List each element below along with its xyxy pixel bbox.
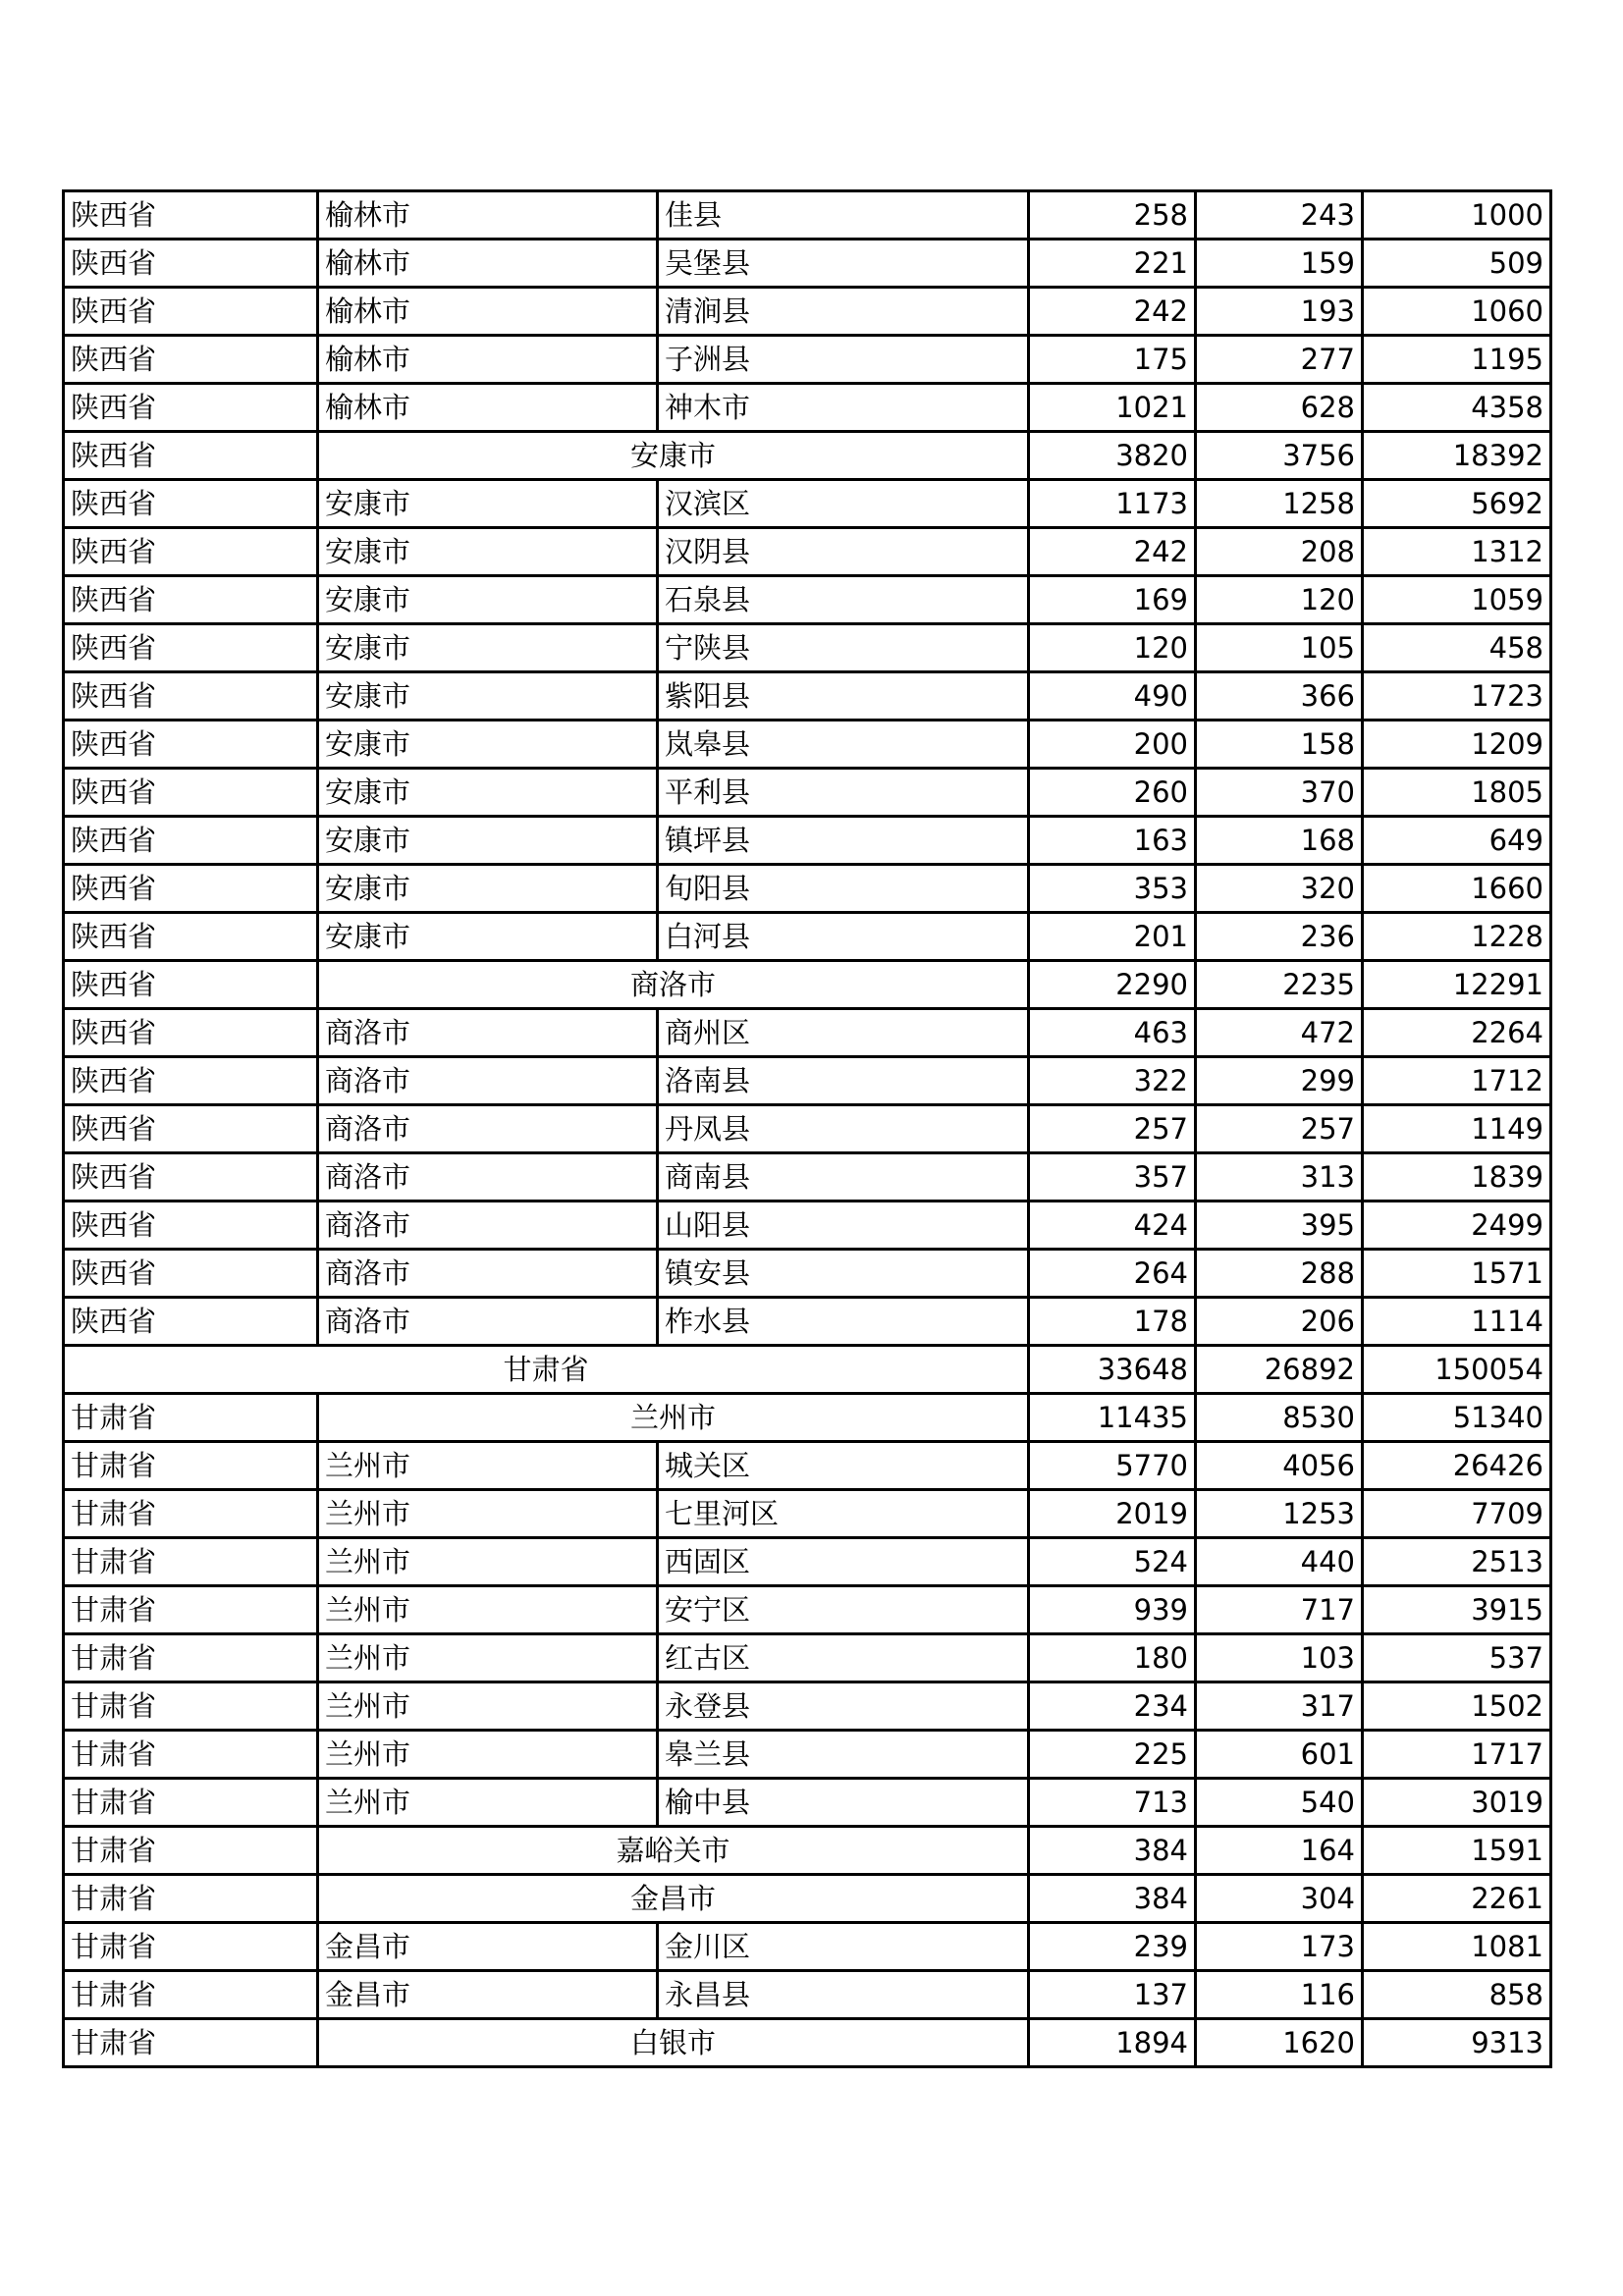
province-cell: 甘肃省 <box>64 1779 318 1827</box>
province-cell: 甘肃省 <box>64 1971 318 2019</box>
city-cell: 榆林市 <box>318 384 658 432</box>
value-cell-2: 1258 <box>1196 480 1363 528</box>
province-cell: 陕西省 <box>64 1250 318 1298</box>
value-cell-1: 1894 <box>1029 2019 1196 2067</box>
value-cell-2: 299 <box>1196 1057 1363 1105</box>
table-row <box>64 288 1551 336</box>
value-cell-3: 1000 <box>1363 191 1551 240</box>
county-cell: 永登县 <box>658 1682 1029 1731</box>
value-cell-1: 200 <box>1029 721 1196 769</box>
value-cell-1: 239 <box>1029 1923 1196 1971</box>
value-cell-1: 5770 <box>1029 1442 1196 1490</box>
value-cell-3: 2264 <box>1363 1009 1551 1057</box>
value-cell-3: 1502 <box>1363 1682 1551 1731</box>
province-cell: 陕西省 <box>64 240 318 288</box>
table-row <box>64 480 1551 528</box>
value-cell-2: 366 <box>1196 672 1363 721</box>
table-row <box>64 1394 1551 1442</box>
city-cell: 商洛市 <box>318 1298 658 1346</box>
county-cell: 城关区 <box>658 1442 1029 1490</box>
value-cell-1: 357 <box>1029 1153 1196 1201</box>
table-row <box>64 1201 1551 1250</box>
province-cell: 陕西省 <box>64 576 318 624</box>
value-cell-1: 242 <box>1029 528 1196 576</box>
city-total-cell: 安康市 <box>318 432 1029 480</box>
city-cell: 兰州市 <box>318 1538 658 1586</box>
city-total-cell: 商洛市 <box>318 961 1029 1009</box>
value-cell-3: 3019 <box>1363 1779 1551 1827</box>
province-cell: 甘肃省 <box>64 1490 318 1538</box>
county-cell: 旬阳县 <box>658 865 1029 913</box>
value-cell-3: 26426 <box>1363 1442 1551 1490</box>
county-cell: 汉滨区 <box>658 480 1029 528</box>
province-cell: 甘肃省 <box>64 1586 318 1634</box>
value-cell-2: 105 <box>1196 624 1363 672</box>
city-cell: 榆林市 <box>318 191 658 240</box>
city-cell: 安康市 <box>318 624 658 672</box>
county-cell: 岚皋县 <box>658 721 1029 769</box>
county-cell: 皋兰县 <box>658 1731 1029 1779</box>
value-cell-3: 1717 <box>1363 1731 1551 1779</box>
city-cell: 商洛市 <box>318 1105 658 1153</box>
value-cell-2: 277 <box>1196 336 1363 384</box>
county-cell: 西固区 <box>658 1538 1029 1586</box>
county-cell: 榆中县 <box>658 1779 1029 1827</box>
city-cell: 榆林市 <box>318 240 658 288</box>
value-cell-3: 18392 <box>1363 432 1551 480</box>
value-cell-1: 163 <box>1029 817 1196 865</box>
county-cell: 金川区 <box>658 1923 1029 1971</box>
value-cell-2: 2235 <box>1196 961 1363 1009</box>
data-table <box>62 189 1552 2068</box>
province-cell: 甘肃省 <box>64 1731 318 1779</box>
value-cell-3: 1712 <box>1363 1057 1551 1105</box>
province-cell: 陕西省 <box>64 817 318 865</box>
county-cell: 清涧县 <box>658 288 1029 336</box>
table-row <box>64 432 1551 480</box>
city-cell: 兰州市 <box>318 1731 658 1779</box>
county-cell: 丹凤县 <box>658 1105 1029 1153</box>
value-cell-2: 1253 <box>1196 1490 1363 1538</box>
county-cell: 吴堡县 <box>658 240 1029 288</box>
value-cell-3: 537 <box>1363 1634 1551 1682</box>
county-cell: 永昌县 <box>658 1971 1029 2019</box>
county-cell: 商南县 <box>658 1153 1029 1201</box>
value-cell-1: 33648 <box>1029 1346 1196 1394</box>
county-cell: 镇坪县 <box>658 817 1029 865</box>
county-cell: 佳县 <box>658 191 1029 240</box>
value-cell-1: 234 <box>1029 1682 1196 1731</box>
table-row <box>64 2019 1551 2067</box>
province-cell: 陕西省 <box>64 961 318 1009</box>
county-cell: 红古区 <box>658 1634 1029 1682</box>
city-cell: 安康市 <box>318 865 658 913</box>
value-cell-3: 3915 <box>1363 1586 1551 1634</box>
table-row <box>64 1923 1551 1971</box>
value-cell-3: 2261 <box>1363 1875 1551 1923</box>
value-cell-2: 313 <box>1196 1153 1363 1201</box>
value-cell-3: 9313 <box>1363 2019 1551 2067</box>
county-cell: 汉阴县 <box>658 528 1029 576</box>
value-cell-3: 1060 <box>1363 288 1551 336</box>
county-cell: 子洲县 <box>658 336 1029 384</box>
province-cell: 陕西省 <box>64 191 318 240</box>
table-row <box>64 769 1551 817</box>
table-row <box>64 1057 1551 1105</box>
county-cell: 平利县 <box>658 769 1029 817</box>
table-row <box>64 1490 1551 1538</box>
value-cell-1: 322 <box>1029 1057 1196 1105</box>
table-row <box>64 1779 1551 1827</box>
city-cell: 商洛市 <box>318 1201 658 1250</box>
province-cell: 甘肃省 <box>64 1875 318 1923</box>
value-cell-1: 939 <box>1029 1586 1196 1634</box>
province-cell: 陕西省 <box>64 480 318 528</box>
table-row <box>64 1105 1551 1153</box>
value-cell-1: 490 <box>1029 672 1196 721</box>
value-cell-1: 180 <box>1029 1634 1196 1682</box>
value-cell-2: 164 <box>1196 1827 1363 1875</box>
city-cell: 兰州市 <box>318 1586 658 1634</box>
value-cell-2: 370 <box>1196 769 1363 817</box>
value-cell-1: 1173 <box>1029 480 1196 528</box>
value-cell-2: 1620 <box>1196 2019 1363 2067</box>
value-cell-1: 257 <box>1029 1105 1196 1153</box>
province-total-cell: 甘肃省 <box>64 1346 1029 1394</box>
value-cell-2: 3756 <box>1196 432 1363 480</box>
table-row <box>64 1298 1551 1346</box>
value-cell-1: 713 <box>1029 1779 1196 1827</box>
table-row <box>64 961 1551 1009</box>
value-cell-1: 353 <box>1029 865 1196 913</box>
city-cell: 兰州市 <box>318 1490 658 1538</box>
city-cell: 兰州市 <box>318 1442 658 1490</box>
province-cell: 甘肃省 <box>64 1538 318 1586</box>
value-cell-2: 304 <box>1196 1875 1363 1923</box>
county-cell: 安宁区 <box>658 1586 1029 1634</box>
city-cell: 兰州市 <box>318 1634 658 1682</box>
table-row <box>64 240 1551 288</box>
value-cell-1: 120 <box>1029 624 1196 672</box>
county-cell: 石泉县 <box>658 576 1029 624</box>
province-cell: 陕西省 <box>64 288 318 336</box>
value-cell-3: 2499 <box>1363 1201 1551 1250</box>
value-cell-1: 260 <box>1029 769 1196 817</box>
value-cell-3: 7709 <box>1363 1490 1551 1538</box>
value-cell-2: 236 <box>1196 913 1363 961</box>
value-cell-2: 440 <box>1196 1538 1363 1586</box>
value-cell-3: 12291 <box>1363 961 1551 1009</box>
province-cell: 甘肃省 <box>64 1394 318 1442</box>
province-cell: 甘肃省 <box>64 1682 318 1731</box>
table-row <box>64 191 1551 240</box>
value-cell-3: 1839 <box>1363 1153 1551 1201</box>
value-cell-1: 175 <box>1029 336 1196 384</box>
city-total-cell: 嘉峪关市 <box>318 1827 1029 1875</box>
value-cell-2: 717 <box>1196 1586 1363 1634</box>
county-cell: 山阳县 <box>658 1201 1029 1250</box>
city-cell: 商洛市 <box>318 1153 658 1201</box>
province-cell: 陕西省 <box>64 384 318 432</box>
table-row <box>64 576 1551 624</box>
value-cell-3: 1059 <box>1363 576 1551 624</box>
value-cell-1: 2290 <box>1029 961 1196 1009</box>
city-cell: 安康市 <box>318 769 658 817</box>
value-cell-2: 206 <box>1196 1298 1363 1346</box>
table-row <box>64 1586 1551 1634</box>
table-row <box>64 1153 1551 1201</box>
city-cell: 安康市 <box>318 576 658 624</box>
province-cell: 甘肃省 <box>64 2019 318 2067</box>
province-cell: 甘肃省 <box>64 1442 318 1490</box>
city-total-cell: 白银市 <box>318 2019 1029 2067</box>
value-cell-1: 463 <box>1029 1009 1196 1057</box>
table-row <box>64 1346 1551 1394</box>
value-cell-2: 159 <box>1196 240 1363 288</box>
county-cell: 镇安县 <box>658 1250 1029 1298</box>
value-cell-1: 225 <box>1029 1731 1196 1779</box>
province-cell: 陕西省 <box>64 336 318 384</box>
county-cell: 柞水县 <box>658 1298 1029 1346</box>
province-cell: 陕西省 <box>64 913 318 961</box>
value-cell-2: 628 <box>1196 384 1363 432</box>
value-cell-3: 1114 <box>1363 1298 1551 1346</box>
value-cell-1: 1021 <box>1029 384 1196 432</box>
province-cell: 陕西省 <box>64 721 318 769</box>
province-cell: 甘肃省 <box>64 1827 318 1875</box>
city-cell: 金昌市 <box>318 1971 658 2019</box>
table-row <box>64 1634 1551 1682</box>
county-cell: 宁陕县 <box>658 624 1029 672</box>
county-cell: 白河县 <box>658 913 1029 961</box>
value-cell-1: 524 <box>1029 1538 1196 1586</box>
value-cell-1: 11435 <box>1029 1394 1196 1442</box>
value-cell-3: 1209 <box>1363 721 1551 769</box>
province-cell: 甘肃省 <box>64 1634 318 1682</box>
value-cell-1: 258 <box>1029 191 1196 240</box>
table-row <box>64 1875 1551 1923</box>
province-cell: 陕西省 <box>64 528 318 576</box>
table-row <box>64 672 1551 721</box>
table-row <box>64 1682 1551 1731</box>
value-cell-3: 1591 <box>1363 1827 1551 1875</box>
value-cell-1: 242 <box>1029 288 1196 336</box>
province-cell: 陕西省 <box>64 865 318 913</box>
value-cell-3: 1312 <box>1363 528 1551 576</box>
value-cell-2: 472 <box>1196 1009 1363 1057</box>
table-row <box>64 1827 1551 1875</box>
city-total-cell: 兰州市 <box>318 1394 1029 1442</box>
table-row <box>64 1971 1551 2019</box>
value-cell-1: 201 <box>1029 913 1196 961</box>
value-cell-1: 2019 <box>1029 1490 1196 1538</box>
value-cell-2: 103 <box>1196 1634 1363 1682</box>
value-cell-1: 264 <box>1029 1250 1196 1298</box>
table-body <box>64 191 1551 2067</box>
table-row <box>64 1009 1551 1057</box>
value-cell-2: 168 <box>1196 817 1363 865</box>
table-row <box>64 1538 1551 1586</box>
value-cell-2: 173 <box>1196 1923 1363 1971</box>
county-cell: 洛南县 <box>658 1057 1029 1105</box>
value-cell-3: 2513 <box>1363 1538 1551 1586</box>
value-cell-2: 26892 <box>1196 1346 1363 1394</box>
value-cell-2: 320 <box>1196 865 1363 913</box>
value-cell-3: 4358 <box>1363 384 1551 432</box>
table-row <box>64 336 1551 384</box>
province-cell: 陕西省 <box>64 1105 318 1153</box>
value-cell-2: 4056 <box>1196 1442 1363 1490</box>
value-cell-3: 649 <box>1363 817 1551 865</box>
table-row <box>64 721 1551 769</box>
province-cell: 陕西省 <box>64 1201 318 1250</box>
value-cell-3: 1805 <box>1363 769 1551 817</box>
province-cell: 陕西省 <box>64 432 318 480</box>
value-cell-2: 8530 <box>1196 1394 1363 1442</box>
table-row <box>64 817 1551 865</box>
city-total-cell: 金昌市 <box>318 1875 1029 1923</box>
value-cell-2: 193 <box>1196 288 1363 336</box>
value-cell-2: 208 <box>1196 528 1363 576</box>
table-row <box>64 1442 1551 1490</box>
city-cell: 商洛市 <box>318 1057 658 1105</box>
value-cell-1: 384 <box>1029 1875 1196 1923</box>
value-cell-2: 116 <box>1196 1971 1363 2019</box>
city-cell: 安康市 <box>318 672 658 721</box>
value-cell-1: 137 <box>1029 1971 1196 2019</box>
province-cell: 陕西省 <box>64 624 318 672</box>
value-cell-2: 317 <box>1196 1682 1363 1731</box>
city-cell: 安康市 <box>318 817 658 865</box>
county-cell: 神木市 <box>658 384 1029 432</box>
table-row <box>64 1731 1551 1779</box>
province-cell: 陕西省 <box>64 1009 318 1057</box>
table-row <box>64 1250 1551 1298</box>
value-cell-3: 1081 <box>1363 1923 1551 1971</box>
value-cell-3: 1228 <box>1363 913 1551 961</box>
province-cell: 甘肃省 <box>64 1923 318 1971</box>
province-cell: 陕西省 <box>64 672 318 721</box>
value-cell-3: 1723 <box>1363 672 1551 721</box>
value-cell-3: 1660 <box>1363 865 1551 913</box>
city-cell: 安康市 <box>318 721 658 769</box>
value-cell-2: 120 <box>1196 576 1363 624</box>
value-cell-3: 5692 <box>1363 480 1551 528</box>
city-cell: 榆林市 <box>318 288 658 336</box>
table-row <box>64 865 1551 913</box>
value-cell-2: 601 <box>1196 1731 1363 1779</box>
city-cell: 安康市 <box>318 480 658 528</box>
province-cell: 陕西省 <box>64 1057 318 1105</box>
value-cell-3: 458 <box>1363 624 1551 672</box>
value-cell-2: 540 <box>1196 1779 1363 1827</box>
county-cell: 紫阳县 <box>658 672 1029 721</box>
value-cell-1: 169 <box>1029 576 1196 624</box>
value-cell-3: 858 <box>1363 1971 1551 2019</box>
city-cell: 金昌市 <box>318 1923 658 1971</box>
value-cell-2: 257 <box>1196 1105 1363 1153</box>
value-cell-1: 384 <box>1029 1827 1196 1875</box>
table-row <box>64 384 1551 432</box>
table-row <box>64 624 1551 672</box>
city-cell: 兰州市 <box>318 1682 658 1731</box>
city-cell: 安康市 <box>318 528 658 576</box>
value-cell-2: 243 <box>1196 191 1363 240</box>
value-cell-3: 1571 <box>1363 1250 1551 1298</box>
county-cell: 商州区 <box>658 1009 1029 1057</box>
value-cell-3: 51340 <box>1363 1394 1551 1442</box>
value-cell-1: 178 <box>1029 1298 1196 1346</box>
value-cell-3: 150054 <box>1363 1346 1551 1394</box>
city-cell: 榆林市 <box>318 336 658 384</box>
province-cell: 陕西省 <box>64 1153 318 1201</box>
value-cell-1: 3820 <box>1029 432 1196 480</box>
city-cell: 商洛市 <box>318 1250 658 1298</box>
value-cell-2: 158 <box>1196 721 1363 769</box>
value-cell-3: 1149 <box>1363 1105 1551 1153</box>
value-cell-3: 509 <box>1363 240 1551 288</box>
city-cell: 商洛市 <box>318 1009 658 1057</box>
table-row <box>64 528 1551 576</box>
city-cell: 安康市 <box>318 913 658 961</box>
province-cell: 陕西省 <box>64 769 318 817</box>
table-row <box>64 913 1551 961</box>
city-cell: 兰州市 <box>318 1779 658 1827</box>
county-cell: 七里河区 <box>658 1490 1029 1538</box>
value-cell-2: 288 <box>1196 1250 1363 1298</box>
value-cell-1: 221 <box>1029 240 1196 288</box>
value-cell-3: 1195 <box>1363 336 1551 384</box>
value-cell-1: 424 <box>1029 1201 1196 1250</box>
province-cell: 陕西省 <box>64 1298 318 1346</box>
value-cell-2: 395 <box>1196 1201 1363 1250</box>
